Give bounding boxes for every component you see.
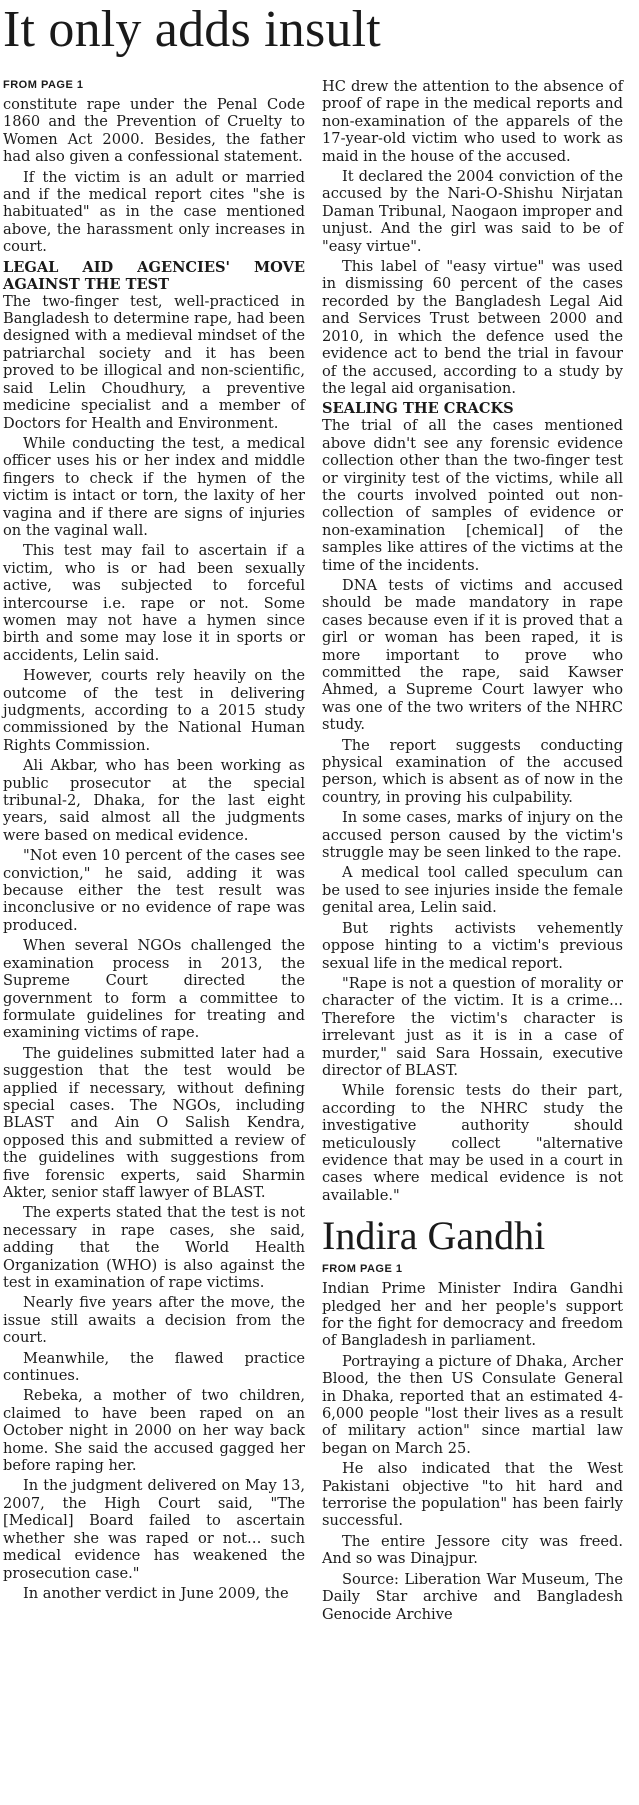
from-page-kicker: FROM PAGE 1	[322, 1263, 403, 1276]
paragraph: Meanwhile, the flawed practice continues.	[3, 1349, 305, 1385]
paragraph: The trial of all the cases mentioned above didn't see any forensic evidence collection other than the two-finger test or virginity test of the victims, while all the courts involved pointed out non-collection of samples of evidence or non-examination [chemical] of the samples like attires of the victims at the time of the incidents.	[322, 417, 623, 574]
paragraph: The report suggests conducting physical examination of the accused person, which is absent as of now in the country, in proving his culpability.	[322, 736, 623, 806]
paragraph: The guidelines submitted later had a suggestion that the test would be applied if necessary, without defining special cases. The NGOs, including BLAST and Ain O Salish Kendra, opposed this and submitted a review of the guidelines with suggestions from five forensic experts, said Sharmin Akter, senior staff lawyer of BLAST.	[3, 1044, 305, 1201]
paragraph: However, courts rely heavily on the outcome of the test in delivering judgments, according to a 2015 study commissioned by the National Human Rights Commission.	[3, 667, 305, 754]
paragraph: Nearly five years after the move, the issue still awaits a decision from the court.	[3, 1294, 305, 1347]
paragraph: This test may fail to ascertain if a victim, who is or had been sexually active, was subjected to forceful intercourse i.e. rape or not. Some women may not have a hymen since birth and some may lose it in sports or accidents, Lelin said.	[3, 542, 305, 664]
paragraph: "Rape is not a question of morality or character of the victim. It is a crime... Therefore the victim's character is irrelevant just as it is in a case of murder," said Sara Hossain, executive director of BLAST.	[322, 974, 623, 1079]
paragraph: But rights activists vehemently oppose hinting to a victim's previous sexual life in the medical report.	[322, 919, 623, 972]
paragraph: If the victim is an adult or married and if the medical report cites "she is habituated" as in the case mentioned above, the harassment only increases in court.	[3, 168, 305, 256]
paragraph: The entire Jessore city was freed. And so was Dinajpur.	[322, 1532, 623, 1568]
paragraph: While forensic tests do their part, according to the NHRC study the investigative authority should meticulously collect "alternative evidence that may be used in a court in cases where medical evidence is not available."	[322, 1082, 623, 1204]
paragraph: While conducting the test, a medical officer uses his or her index and middle fingers to check if the hymen of the victim is intact or torn, the laxity of her vagina and if there are signs of injuries on the vaginal wall.	[3, 434, 305, 539]
right-column	[322, 78, 623, 1626]
paragraph: Ali Akbar, who has been working as public prosecutor at the special tribunal-2, Dhaka, for the last eight years, said almost all the judgments were based on medical evidence.	[3, 757, 305, 844]
paragraph: constitute rape under the Penal Code 1860 and the Prevention of Cruelty to Women Act 2000. Besides, the father had also given a confessional statement.	[3, 96, 305, 166]
paragraph: Indian Prime Minister Indira Gandhi pledged her and her people's support for the fight for democracy and freedom of Bangladesh in parliament.	[322, 1280, 623, 1350]
second-article-headline: Indira Gandhi	[322, 1213, 546, 1259]
paragraph: In the judgment delivered on May 13, 2007, the High Court said, "The [Medical] Board failed to ascertain whether she was raped or not… such medical evidence has weakened the prosecution case."	[3, 1477, 305, 1582]
paragraph: Portraying a picture of Dhaka, Archer Blood, the then US Consulate General in Dhaka, reported that an estimated 4-6,000 people "lost their lives as a result of military action" since martial law began on March 25.	[322, 1352, 623, 1457]
paragraph: "Not even 10 percent of the cases see conviction," he said, adding it was because either the test result was inconclusive or no evidence of rape was produced.	[3, 847, 305, 934]
paragraph: In some cases, marks of injury on the accused person caused by the victim's struggle may be seen linked to the rape.	[322, 809, 623, 862]
paragraph: A medical tool called speculum can be used to see injuries inside the female genital area, Lelin said.	[322, 864, 623, 917]
paragraph: When several NGOs challenged the examination process in 2013, the Supreme Court directed the government to form a committee to formulate guidelines for treating and examining victims of rape.	[3, 937, 305, 1042]
article-headline: It only adds insult	[3, 1, 381, 58]
paragraph: This label of "easy virtue" was used in dismissing 60 percent of the cases recorded by the Bangladesh Legal Aid and Services Trust between 2000 and 2010, in which the defence used the evidence act to bend the trial in favour of the accused, according to a study by the legal aid organisation.	[322, 258, 623, 397]
section-subhead: LEGAL AID AGENCIES' MOVE AGAINST THE TEST	[3, 258, 305, 293]
paragraph: He also indicated that the West Pakistani objective "to hit hard and terrorise the population" has been fairly successful.	[322, 1460, 623, 1530]
paragraph: HC drew the attention to the absence of proof of rape in the medical reports and non-examination of the apparels of the 17-year-old victim who used to work as maid in the house of the accused.	[322, 78, 623, 165]
paragraph: The two-finger test, well-practiced in Bangladesh to determine rape, had been designed with a medieval mindset of the patriarchal society and it has been proved to be illogical and non-scientific, said Lelin Choudhury, a preventive medicine specialist and a member of Doctors for Health and Environment.	[3, 292, 305, 432]
paragraph: It declared the 2004 conviction of the accused by the Nari-O-Shishu Nirjatan Daman Tribunal, Naogaon improper and unjust. And the girl was said to be of "easy virtue".	[322, 168, 623, 255]
from-page-kicker: FROM PAGE 1	[3, 79, 84, 91]
paragraph: Rebeka, a mother of two children, claimed to have been raped on an October night in 2000 on her way back home. She said the accused gagged her before raping her.	[3, 1387, 305, 1475]
source-line: Source: Liberation War Museum, The Daily Star archive and Bangladesh Genocide Archive	[322, 1570, 623, 1623]
paragraph: The experts stated that the test is not necessary in rape cases, she said, adding that the World Health Organization (WHO) is also against the test in examination of rape victims.	[3, 1204, 305, 1291]
section-subhead: SEALING THE CRACKS	[322, 400, 514, 418]
paragraph: In another verdict in June 2009, the	[23, 1584, 289, 1602]
left-column	[3, 78, 305, 1605]
paragraph: DNA tests of victims and accused should be made mandatory in rape cases because even if it is proved that a girl or woman has been raped, it is more important to prove who committed the rape, said Kawser Ahmed, a Supreme Court lawyer who was one of the two writers of the NHRC study.	[322, 576, 623, 734]
